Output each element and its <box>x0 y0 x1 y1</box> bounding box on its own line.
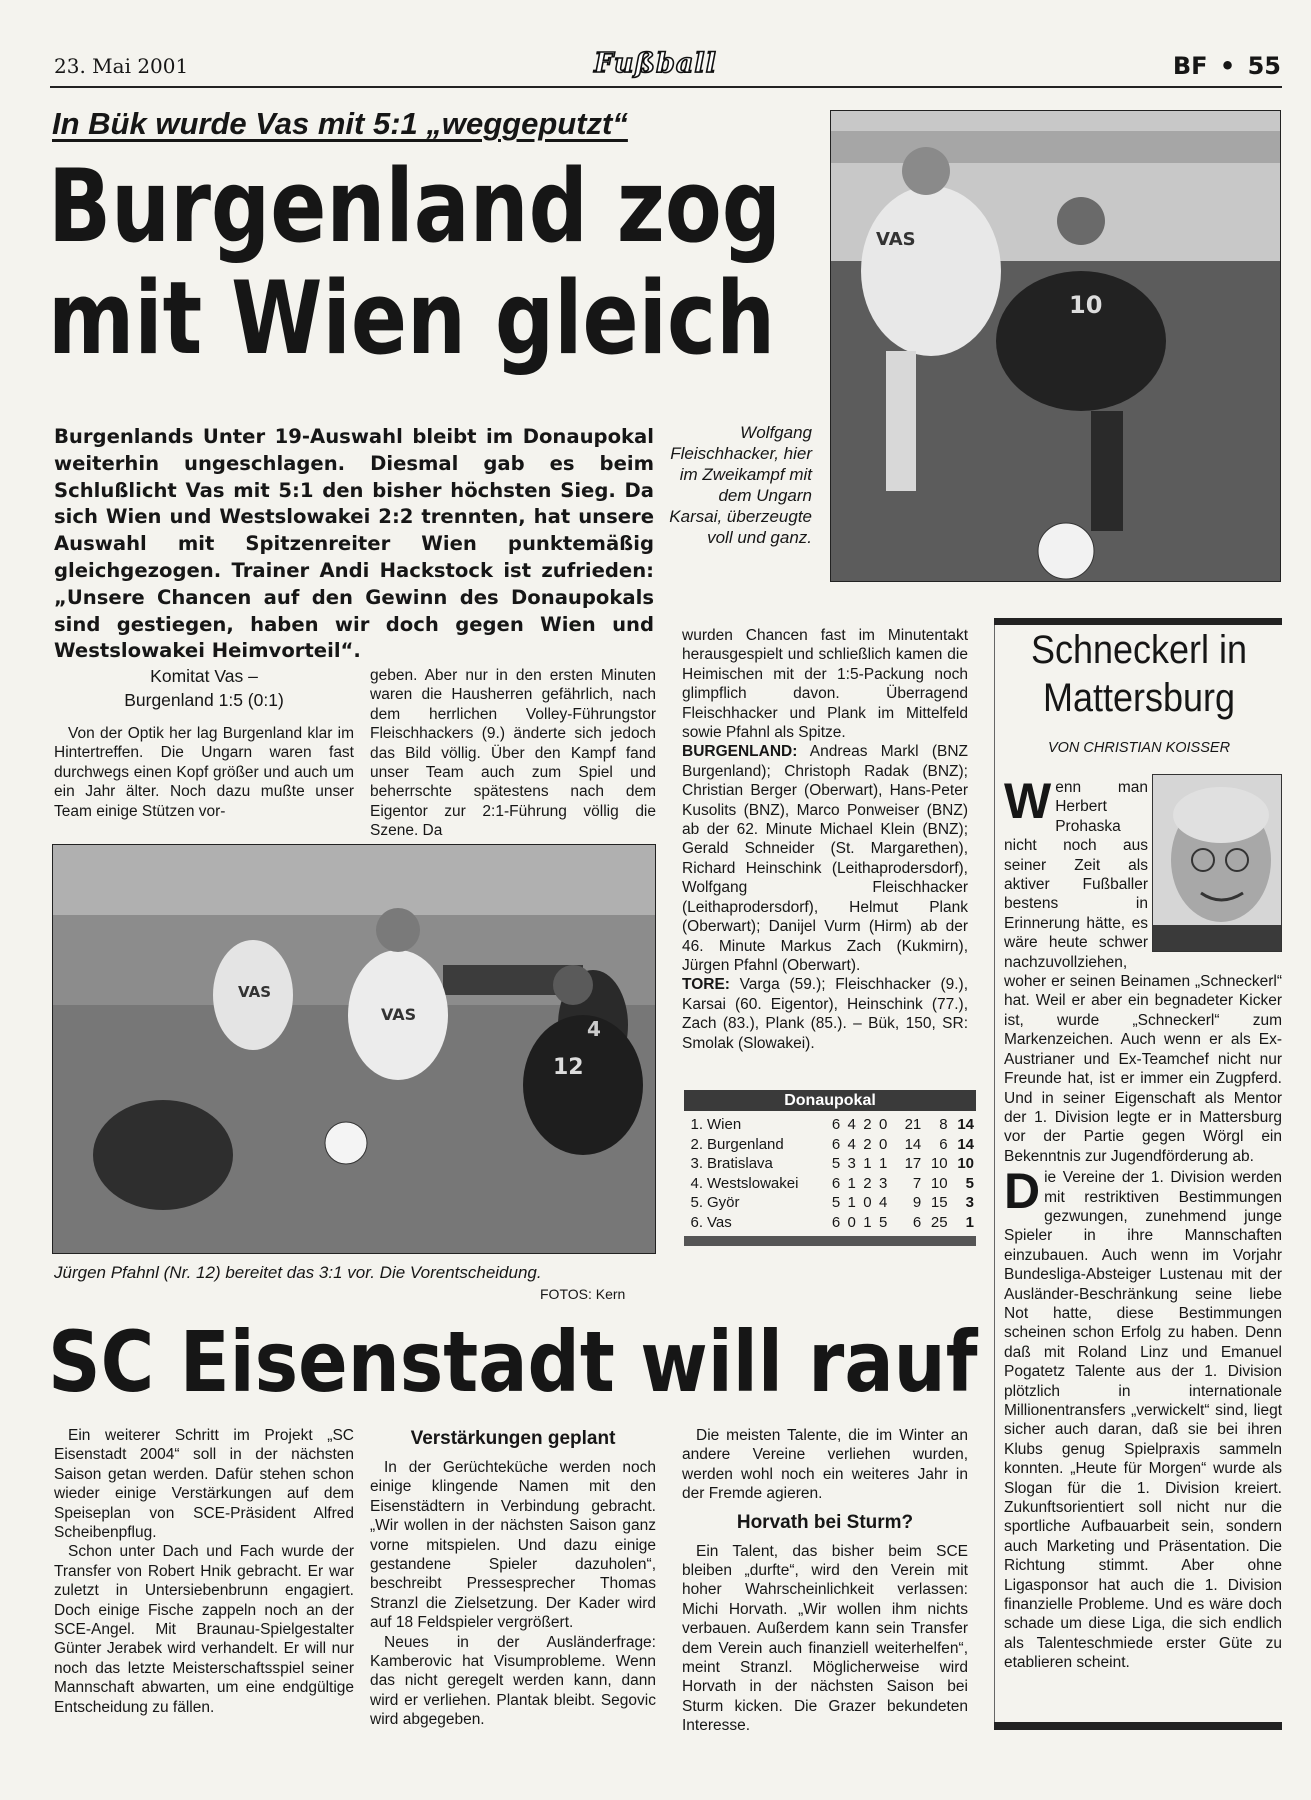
table-cell-w: 4 <box>847 1116 856 1133</box>
table-cell-ga: 8 <box>939 1116 948 1133</box>
table-cell-goals: 7 <box>912 1174 922 1192</box>
table-cell-p: 6 <box>831 1116 841 1133</box>
header-rule <box>50 86 1282 88</box>
a2-col2-p2: Neues in der Ausländerfrage: Kamberovic hat Visumprobleme. Wenn das nicht geregelt werden kann, dann wird er verliehen. Plantak bleibt. Segovic wird abgegeben. <box>370 1633 656 1729</box>
section-label: Fußball <box>594 48 717 79</box>
table-cell-rank: 5. <box>690 1194 704 1211</box>
table-cell-pts: 14 <box>957 1116 974 1133</box>
article1-headline <box>48 147 782 377</box>
article1-kicker: In Bük wurde Vas mit 5:1 „weggeputzt“ <box>52 106 628 141</box>
page-num: 55 <box>1247 52 1281 80</box>
portrait-float <box>1148 778 1282 956</box>
table-cell-l: 0 <box>878 1135 888 1153</box>
table-cell-d: 2 <box>863 1135 872 1153</box>
table-cell-ga: 10 <box>930 1155 948 1172</box>
league-table <box>684 1090 976 1246</box>
table-cell-l: 3 <box>878 1174 888 1192</box>
col3-lineup <box>682 742 968 975</box>
photo1-shirt-vas: VAS <box>876 229 916 250</box>
headline-line2: mit Wien gleich <box>48 259 776 377</box>
photo-credit: FOTOS: Kern <box>540 1286 626 1302</box>
goals-text: Varga (59.); Fleischhacker (9.), Karsai (60. Eigentor), Heinschink (77.), Zach (83.), Plank (85.). – Bük, 150, SR: Smolak (Slowakei). <box>682 976 968 1052</box>
photo1-head-white <box>902 147 950 195</box>
table-cell-rank: 4. <box>690 1174 704 1192</box>
table-cell-ga: 6 <box>939 1135 948 1153</box>
column-bottom-bar <box>994 1722 1282 1730</box>
table-cell-p: 6 <box>831 1135 841 1153</box>
table-cell-team: Burgenland <box>707 1135 784 1153</box>
photo1-head-dark <box>1057 197 1105 245</box>
table-cell-l: 1 <box>878 1155 888 1172</box>
column-byline: VON CHRISTIAN KOISSER <box>1047 740 1231 756</box>
photo2-head-white2 <box>376 908 420 952</box>
article1-col3 <box>682 626 968 1053</box>
photo1-leg-dark <box>1091 411 1123 531</box>
table-row <box>684 1154 976 1174</box>
table-cell-goals: 21 <box>904 1116 922 1133</box>
table-cell-w: 0 <box>847 1213 856 1231</box>
table-cell-goals: 17 <box>904 1155 922 1172</box>
table-cell-w: 4 <box>847 1135 856 1153</box>
goals-label: TORE: <box>682 976 730 994</box>
table-row <box>684 1115 976 1135</box>
table-cell-w: 1 <box>847 1194 856 1211</box>
photo1-shirt-10: 10 <box>1069 291 1103 319</box>
table-bottom-bar <box>684 1236 976 1246</box>
table-cell-goals: 9 <box>912 1194 922 1211</box>
column-p1-text: enn man Herbert Prohaska nicht noch aus seiner Zeit als aktiver Fußballer bestens in Erinnerung hätte, es wäre heute schwer nachzuvollziehen, woher er seinen Beinamen „Schneckerl“ hat. Weil er aber ein begnadeter Kicker ist, wurde „Schneckerl“ zum Markenzeichen. Auch wenn er als Ex-Austrianer und Ex-Teamchef nicht nur Freunde hat, ist er immer ein Zugpferd. Und in seiner Eigenschaft als Mentor der 1. Division legte er in Mattersburg vor der Partie gegen Wörgl ein Bekenntnis zur Jugendförderung ab. <box>1004 779 1282 1165</box>
photo2-ball <box>325 1122 367 1164</box>
table-cell-team: Vas <box>707 1213 732 1231</box>
photo2-shirt-12: 12 <box>553 1055 584 1080</box>
table-cell-p: 5 <box>831 1155 841 1172</box>
table-cell-p: 5 <box>831 1194 841 1211</box>
a2-sub2: Horvath bei Sturm? <box>736 1511 914 1533</box>
column-divider-top <box>994 618 1282 625</box>
a2-col1-p1: Ein weiterer Schritt im Projekt „SC Eisenstadt 2004“ soll in der nächsten Saison getan werden. Dafür stehen schon wieder einige Verstärkungen auf dem Speiseplan von SCE-Präsident Alfred Scheibenpflug. <box>54 1427 354 1542</box>
table-row <box>684 1193 976 1213</box>
photo2-sky <box>53 845 656 915</box>
table-cell-l: 5 <box>878 1213 888 1231</box>
photo1-leg-white <box>886 351 916 491</box>
table-cell-team: Bratislava <box>707 1155 773 1172</box>
table-cell-d: 2 <box>863 1174 872 1192</box>
table-row <box>684 1135 976 1155</box>
photo2-player-12 <box>523 1015 643 1155</box>
column-divider-left <box>994 625 995 1725</box>
a2-col3-p1: Die meisten Talente, die im Winter an andere Vereine verliehen wurden, werden wohl noch ein weiteres Jahr in der Fremde agieren. <box>682 1427 968 1503</box>
article2-col2 <box>370 1426 656 1730</box>
match-title-line1: Komitat Vas – <box>150 666 258 686</box>
table-cell-ga: 10 <box>930 1174 948 1192</box>
article1-col1: Von der Optik her lag Burgenland klar im Hintertreffen. Die Ungarn waren fast durchwegs einen Kopf größer und auch um ein Jahr älter. Noch dazu mußte unser Team einige Stützen vor- <box>54 725 354 820</box>
photo-pfahnl <box>52 844 656 1254</box>
standings-table <box>684 1115 976 1232</box>
lineup-label: BURGENLAND: <box>682 743 798 761</box>
table-cell-team: Györ <box>707 1194 740 1211</box>
table-cell-w: 3 <box>847 1155 856 1172</box>
table-cell-l: 0 <box>878 1116 888 1133</box>
table-cell-pts: 3 <box>965 1194 974 1211</box>
table-cell-rank: 6. <box>690 1213 704 1231</box>
table-title: Donaupokal <box>684 1090 976 1111</box>
photo-fleischhacker <box>830 110 1281 582</box>
table-cell-ga: 25 <box>930 1213 948 1231</box>
table-cell-rank: 3. <box>690 1155 704 1172</box>
table-cell-l: 4 <box>878 1194 888 1211</box>
table-cell-pts: 10 <box>957 1155 974 1172</box>
headline-line1: Burgenland zog <box>48 147 782 265</box>
table-cell-rank: 2. <box>690 1135 704 1153</box>
column-title-line1: Schneckerl in <box>1030 628 1248 672</box>
article1-lead: Burgenlands Unter 19-Auswahl bleibt im Donaupokal weiterhin ungeschlagen. Diesmal gab es beim Schlußlicht Vas mit 5:1 den bisher höchsten Sieg. Da sich Wien und Westslowakei 2:2 trennten, hat unsere Auswahl mit Spitzenreiter Wien punktemäßig gleichgezogen. Trainer Andi Hackstock ist zufrieden: „Unsere Chancen auf den Gewinn des Donaupokals sind gestiegen, haben wir doch gegen Wien und Westslowakei Heimvorteil“. <box>54 425 654 663</box>
table-cell-team: Wien <box>707 1116 742 1133</box>
article2-col1 <box>54 1426 354 1717</box>
col3-intro: wurden Chancen fast im Minutentakt herausgespielt und schließlich kamen die Heimischen mit der 1:5-Packung noch glimpflich davon. Überragend Fleischhacker und Plank im Mittelfeld sowie Pfahnl als Spitze. <box>682 627 968 742</box>
table-cell-d: 1 <box>863 1213 872 1231</box>
separator-dot: • <box>1219 52 1236 80</box>
table-cell-d: 1 <box>863 1155 872 1172</box>
table-cell-ga: 15 <box>930 1194 948 1211</box>
match-title-line2: Burgenland 1:5 (0:1) <box>124 690 284 710</box>
photo1-scene <box>831 111 1281 582</box>
table-cell-p: 6 <box>831 1213 841 1231</box>
table-cell-pts: 1 <box>965 1213 974 1231</box>
table-cell-pts: 5 <box>965 1174 974 1192</box>
article1-col2: geben. Aber nur in den ersten Minuten waren die Hausherren gefährlich, nach dem herrlichen Volley-Führungstor Fleischhackers (9.) änderte sich jedoch das Bild völlig. Über den Kampf fand unser Team auch zum Spiel und beherrschte spätestens nach dem Eigentor zur 2:1-Führung völlig die Szene. Da <box>370 667 656 840</box>
column-p2-text: ie Vereine der 1. Division werden mit restriktiven Bestimmungen gezwungen, zunehmend junge Spieler in ihre Mannschaften einzubauen. Auch wenn im Vorjahr Bundesliga-Absteiger Lustenau mit der Ausländer-Beschränkung seine liebe Not hatte, diese Bestimmungen scheinen schon Erfolg zu haben. Denn daß mit Roland Linz und Emanuel Pogatetz Talente aus der 1. Division plötzlich in internationale Millionentransfers „verwickelt“ sind, liegt sicher auch daran, daß sie bei ihren Klubs genug Spielpraxis sammeln konnten. „Heute für Morgen“ wurde als Slogan für die 1. Division kreiert. Zukunftsorientiert soll nicht nur die sportliche Aufbauarbeit sein, sondern auch Marketing und Präsentation. Die Richtung stimmt. Aber ohne Ligasponsor hat auch die 1. Division finanzielle Probleme. Und es wäre doch schade um diese Liga, die sich endlich als Talenteschmiede erster Güte zu etablieren scheint. <box>1004 1169 1282 1672</box>
a2-col1-p2: Schon unter Dach und Fach wurde der Transfer von Robert Hnik gebracht. Er war zuletzt in Untersiebenbrunn engagiert. Doch einige Fische zappeln noch an der SCE-Angel. Mit Braunau-Spielgestalter Günter Jerabek wird verhandelt. Er will nur noch das letzte Meisterschaftsspiel seiner Mannschaft abwarten, um eine endgültige Entscheidung zu fällen. <box>54 1543 354 1716</box>
table-cell-d: 2 <box>863 1116 872 1133</box>
photo2-shirt-vas-a: VAS <box>238 983 272 1001</box>
table-row <box>684 1174 976 1194</box>
table-cell-w: 1 <box>847 1174 856 1192</box>
table-cell-goals: 14 <box>904 1135 922 1153</box>
article2-headline: SC Eisenstadt will rauf <box>48 1313 978 1411</box>
column-dropcap-w: W <box>1004 773 1052 829</box>
table-cell-pts: 14 <box>957 1135 974 1153</box>
photo2-head-12 <box>553 965 593 1005</box>
table-cell-p: 6 <box>831 1174 841 1192</box>
column-p2 <box>1004 1163 1282 1673</box>
col3-goals <box>682 975 968 1053</box>
lineup-text: Andreas Markl (BNZ Burgenland); Christoph Radak (BNZ); Christian Berger (Oberwart), Hans-Peter Kusolits (BNZ), Marco Ponweiser (BNZ) ab der 62. Minute Michael Klein (BNZ); Gerald Schneider (St. Margarethen), Richard Heinschink (Leithaprodersdorf), Wolfgang Fleischhacker (Leithaprodersdorf), Helmut Plank (Oberwart); Danijel Vurm (Hirm) ab der 46. Minute Markus Zach (Kukmirn), Jürgen Pfahnl (Oberwart). <box>682 743 968 974</box>
page-date: 23. Mai 2001 <box>54 54 189 78</box>
page-number <box>1173 52 1281 80</box>
paper-abbrev: BF <box>1172 52 1208 80</box>
photo1-stand <box>831 131 1281 163</box>
table-cell-team: Westslowakei <box>707 1174 799 1192</box>
column-title <box>1010 626 1267 722</box>
photo2-scene <box>53 845 656 1254</box>
a2-sub1: Verstärkungen geplant <box>410 1428 616 1449</box>
column-dropcap-d: D <box>1004 1163 1041 1220</box>
photo1-ball <box>1038 523 1094 579</box>
photo2-caption: Jürgen Pfahnl (Nr. 12) bereitet das 3:1 vor. Die Vorentscheidung. <box>54 1263 542 1282</box>
column-body <box>1004 773 1282 1673</box>
photo2-shirt-vas-b: VAS <box>381 1005 417 1024</box>
a2-col2-p1: In der Gerüchteküche werden noch einige klingende Namen mit den Eisenstädtern in Verbindung gebracht. „Wir wollen in der nächsten Saison ganz vorne mitspielen. Und dazu einige gestandene Spieler dazuholen“, beschreibt Pressesprecher Thomas Stranzl die Zielsetzung. Der Kader wird auf 18 Feldspieler vergrößert. <box>370 1459 656 1632</box>
article2-col3 <box>682 1426 968 1736</box>
match-heading <box>54 664 354 712</box>
photo2-shirt-4: 4 <box>587 1017 601 1041</box>
table-cell-rank: 1. <box>690 1116 704 1133</box>
a2-col3-p2: Ein Talent, das bisher beim SCE bleiben „durfte“, wird den Verein mit hoher Wahrscheinlichkeit verlassen: Michi Horvath. „Wir wollen ihm nichts verbauen. Außerdem kann sein Transfer dem Verein auch finanziell weiterhelfen“, meint Stranzl. Möglicherweise wird Horvath in der nächsten Saison bei Sturm kicken. Die Grazer bekundeten Interesse. <box>682 1542 968 1735</box>
table-cell-d: 0 <box>863 1194 872 1211</box>
photo1-player-white <box>861 186 1001 356</box>
column-title-line2: Mattersburg <box>1042 676 1236 720</box>
photo1-caption: Wolfgang Fleischhacker, hier im Zweikampf mit dem Ungarn Karsai, überzeugte voll und ganz. <box>669 423 812 547</box>
photo2-keeper <box>93 1100 233 1210</box>
table-row <box>684 1213 976 1233</box>
table-cell-goals: 6 <box>912 1213 922 1231</box>
